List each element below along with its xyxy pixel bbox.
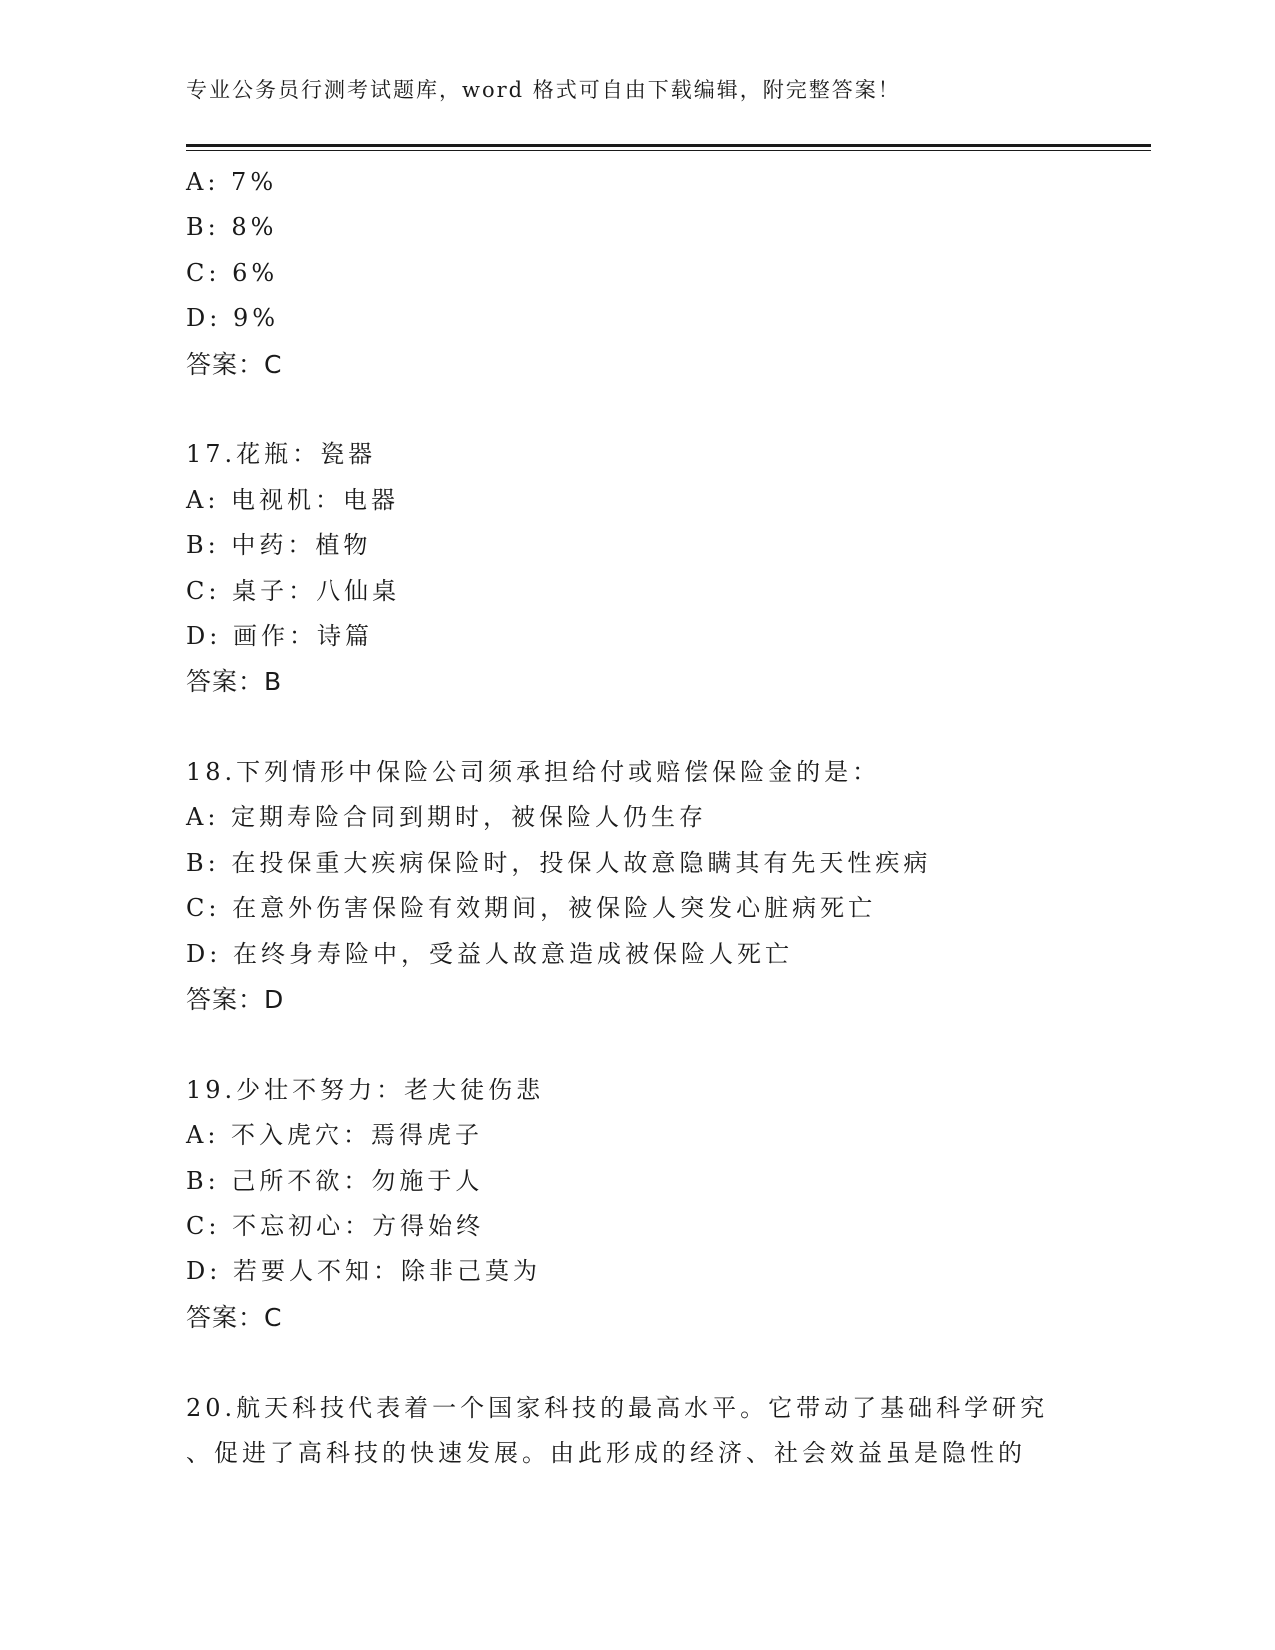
document-body: [186, 160, 1086, 1476]
option-a: A: 定期寿险合同到期时，被保险人仍生存: [186, 803, 708, 832]
option-a: A: 电视机：电器: [186, 485, 400, 514]
question-stem: 18.下列情形中保险公司须承担给付或赔偿保险金的是：: [186, 758, 881, 787]
option-d: D: 若要人不知：除非己莫为: [186, 1257, 541, 1286]
spacer: [186, 387, 1086, 432]
option-b: B: 8%: [186, 213, 278, 242]
question-stem: 19.少壮不努力：老大徒伤悲: [186, 1075, 545, 1104]
question-19: [186, 1068, 1086, 1340]
answer-line: 答案：D: [186, 985, 285, 1015]
prev-question-block: [186, 160, 1086, 387]
option-a: A: 不入虎穴：焉得虎子: [186, 1121, 484, 1150]
option-c: C: 6%: [186, 258, 279, 287]
question-18: [186, 750, 1086, 1022]
spacer: [186, 1022, 1086, 1067]
option-c: C: 在意外伤害保险有效期间，被保险人突发心脏病死亡: [186, 894, 877, 923]
option-b: B: 己所不欲：勿施于人: [186, 1166, 484, 1195]
question-stem-line-1: 20.航天科技代表着一个国家科技的最高水平。它带动了基础科学研究: [186, 1393, 1049, 1422]
answer-line: 答案：C: [186, 1302, 283, 1332]
answer-line: 答案：B: [186, 667, 283, 697]
option-a: A: 7%: [186, 168, 278, 196]
spacer: [186, 705, 1086, 750]
option-c: C: 不忘初心：方得始终: [186, 1211, 485, 1240]
question-stem-line-2: 、促进了高科技的快速发展。由此形成的经济、社会效益虽是隐性的: [186, 1438, 1026, 1467]
option-b: B: 中药：植物: [186, 531, 372, 560]
option-c: C: 桌子：八仙桌: [186, 576, 401, 605]
spacer: [186, 1340, 1086, 1385]
question-17: [186, 432, 1086, 704]
question-stem: 17.花瓶：瓷器: [186, 440, 377, 469]
option-d: D: 9%: [186, 304, 280, 333]
page-header: 专业公务员行测考试题库，word 格式可自由下载编辑，附完整答案！: [186, 78, 901, 102]
answer-line: 答案：C: [186, 349, 283, 379]
option-b: B: 在投保重大疾病保险时，投保人故意隐瞒其有先天性疾病: [186, 848, 932, 877]
header-divider: [186, 144, 1151, 151]
question-20: [186, 1386, 1086, 1477]
option-d: D: 画作：诗篇: [186, 621, 373, 650]
option-d: D: 在终身寿险中，受益人故意造成被保险人死亡: [186, 939, 793, 968]
